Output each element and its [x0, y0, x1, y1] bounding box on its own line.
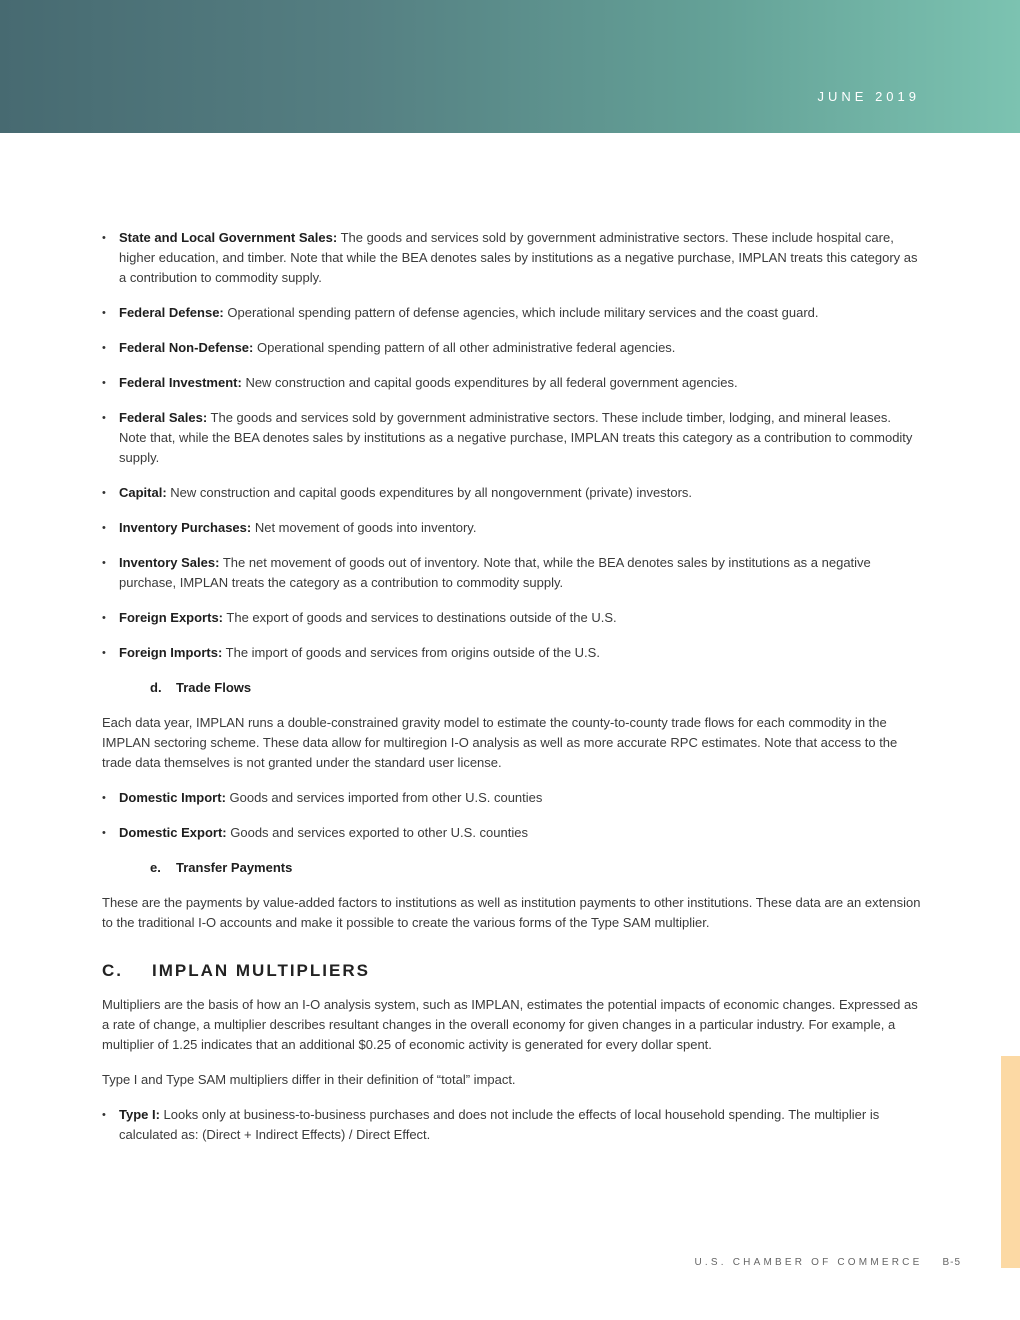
- list-item-text: The goods and services sold by government administrative sectors. These include timber, lodging, and mineral leases. Note that, while the BEA denotes sales by institutions as a negative purchase, IMPLAN treats this category as a contribution to commodity supply.: [119, 410, 913, 465]
- list-item-term: Domestic Import:: [119, 790, 226, 805]
- list-item-term: Foreign Exports:: [119, 610, 224, 625]
- list-item: [102, 823, 922, 843]
- list-item-text: Operational spending pattern of defense agencies, which include military services and the coast guard.: [223, 305, 819, 320]
- list-item: [102, 303, 922, 323]
- list-item-text: New construction and capital goods expenditures by all federal government agencies.: [241, 375, 738, 390]
- section-number: C.: [102, 961, 123, 980]
- list-item: [102, 483, 922, 503]
- section-heading: [102, 961, 922, 981]
- list-item-term: Federal Sales:: [119, 410, 208, 425]
- list-item-text: Goods and services imported from other U.S. counties: [225, 790, 543, 805]
- list-item-text: New construction and capital goods expenditures by all nongovernment (private) investors.: [166, 485, 693, 500]
- list-item-term: Type I:: [119, 1107, 160, 1122]
- list-item-text: The goods and services sold by government administrative sectors. These include hospital care, higher education, and timber. Note that while the BEA denotes sales by institutions as a negative purchase, IMPLAN treats this category as a contribution to commodity supply.: [119, 230, 918, 285]
- multiplier-types-list: [102, 1105, 922, 1145]
- subheading-title: Trade Flows: [176, 680, 252, 695]
- trade-flows-paragraph: Each data year, IMPLAN runs a double-constrained gravity model to estimate the county-to-county trade flows for each commodity in the IMPLAN sectoring scheme. These data allow for multiregion I-O analysis as well as more accurate RPC estimates. Note that access to the trade data themselves is not granted under the standard user license.: [102, 715, 898, 770]
- list-item-term: Domestic Export:: [119, 825, 227, 840]
- header-date: JUNE 2019: [817, 89, 920, 104]
- list-item: [102, 643, 922, 663]
- list-item-text: Net movement of goods into inventory.: [251, 520, 477, 535]
- list-item-text: The net movement of goods out of inventory. Note that, while the BEA denotes sales by institutions as a negative purchase, IMPLAN treats the category as a contribution to commodity supply.: [119, 555, 871, 590]
- list-item: [102, 518, 922, 538]
- list-item: [102, 553, 922, 593]
- trade-flows-list: [102, 788, 922, 843]
- list-item-term: Federal Defense:: [119, 305, 224, 320]
- list-item: [102, 408, 922, 468]
- list-item-term: Federal Non-Defense:: [119, 340, 254, 355]
- subheading-letter: d.: [150, 680, 162, 695]
- subheading-trade-flows: [150, 678, 922, 698]
- list-item-term: Inventory Purchases:: [119, 520, 252, 535]
- list-item-term: State and Local Government Sales:: [119, 230, 338, 245]
- side-tab: [1001, 1056, 1020, 1268]
- page-footer: [695, 1257, 961, 1268]
- list-item-text: Goods and services exported to other U.S. counties: [226, 825, 528, 840]
- page-number: B-5: [942, 1257, 961, 1268]
- list-item-term: Federal Investment:: [119, 375, 242, 390]
- list-item: [102, 608, 922, 628]
- transfer-payments-paragraph: These are the payments by value-added factors to institutions as well as institution payments to other institutions. These data are an extension to the traditional I-O accounts and make it possible to create the various forms of the Type SAM multiplier.: [102, 895, 921, 930]
- list-item: [102, 228, 922, 288]
- list-item-text: The import of goods and services from origins outside of the U.S.: [222, 645, 600, 660]
- list-item-text: The export of goods and services to destinations outside of the U.S.: [223, 610, 617, 625]
- list-item-term: Inventory Sales:: [119, 555, 220, 570]
- list-item-term: Capital:: [119, 485, 167, 500]
- footer-org: U.S. CHAMBER OF COMMERCE: [694, 1257, 923, 1268]
- list-item-term: Foreign Imports:: [119, 645, 223, 660]
- multipliers-paragraph: Multipliers are the basis of how an I-O analysis system, such as IMPLAN, estimates the potential impacts of economic changes. Expressed as a rate of change, a multiplier describes resultant changes in the overall economy for given changes in a particular industry. For example, a multiplier of 1.25 indicates that an additional $0.25 of economic activity is generated for every dollar spent.: [102, 997, 918, 1052]
- list-item: [102, 338, 922, 358]
- multiplier-types-paragraph: Type I and Type SAM multipliers differ in their definition of “total” impact.: [102, 1072, 516, 1087]
- list-item: [102, 788, 922, 808]
- subheading-transfer-payments: [150, 858, 922, 878]
- list-item-text: Looks only at business-to-business purchases and does not include the effects of local household spending. The multiplier is calculated as: (Direct + Indirect Effects) / Direct Effect.: [119, 1107, 880, 1142]
- header-band: [0, 0, 1020, 133]
- subheading-letter: e.: [150, 860, 161, 875]
- expenditure-list: [102, 228, 922, 663]
- list-item: [102, 1105, 922, 1145]
- subheading-title: Transfer Payments: [176, 860, 293, 875]
- list-item-text: Operational spending pattern of all other administrative federal agencies.: [253, 340, 676, 355]
- section-title: IMPLAN MULTIPLIERS: [152, 961, 370, 980]
- page-content: [102, 228, 922, 1160]
- list-item: [102, 373, 922, 393]
